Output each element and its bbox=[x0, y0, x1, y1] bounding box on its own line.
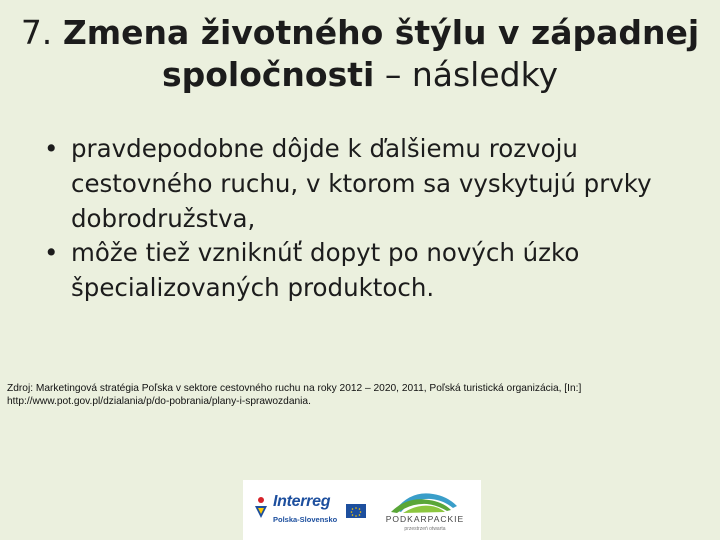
podkarpackie-logo bbox=[373, 484, 477, 536]
podkarpackie-subtitle: przestrzeń otwarta bbox=[404, 526, 446, 532]
title-line-2 bbox=[10, 54, 710, 96]
title-number: 7. bbox=[20, 13, 53, 52]
bullet-marker: • bbox=[44, 238, 59, 268]
slide-title bbox=[10, 12, 710, 96]
bullet-list bbox=[44, 132, 694, 306]
title-bold-part2: spoločnosti bbox=[161, 54, 375, 94]
eu-flag-icon bbox=[346, 504, 366, 518]
source-line-1: Zdroj: Marketingová stratégia Poľska v sektore cestovného ruchu na roky 2012 – 2020, 2011, Poľská turistická organizácia, [In:] bbox=[7, 383, 582, 394]
bullet-text: môže tiež vzniknúť dopyt po nových úzko špecializovaných produktoch. bbox=[71, 238, 580, 303]
bullet-marker: • bbox=[44, 134, 59, 163]
interreg-mark-icon bbox=[253, 496, 269, 520]
title-bold-part1: Zmena životného štýlu v západnej bbox=[62, 13, 700, 52]
podkarpackie-name: PODKARPACKIE bbox=[385, 514, 465, 524]
title-rest: – následky bbox=[384, 54, 559, 94]
interreg-logo bbox=[251, 488, 363, 532]
bullet-item bbox=[44, 132, 694, 236]
title-line-1 bbox=[10, 12, 710, 54]
source-url: http://www.pot.gov.pl/dzialania/p/do-pobrania/plany-i-sprawozdania. bbox=[7, 396, 311, 408]
interreg-subtitle: Polska-Slovensko bbox=[273, 515, 338, 524]
podkarpackie-mountains-icon bbox=[373, 484, 477, 514]
bullet-item bbox=[44, 236, 694, 306]
bullet-text: pravdepodobne dôjde k ďalšiemu rozvoju cestovného ruchu, v ktorom sa vyskytujú prvky dobrodružstva, bbox=[71, 134, 652, 233]
logo-strip bbox=[243, 480, 481, 540]
source-citation bbox=[7, 382, 712, 409]
interreg-name: Interreg bbox=[273, 493, 331, 510]
